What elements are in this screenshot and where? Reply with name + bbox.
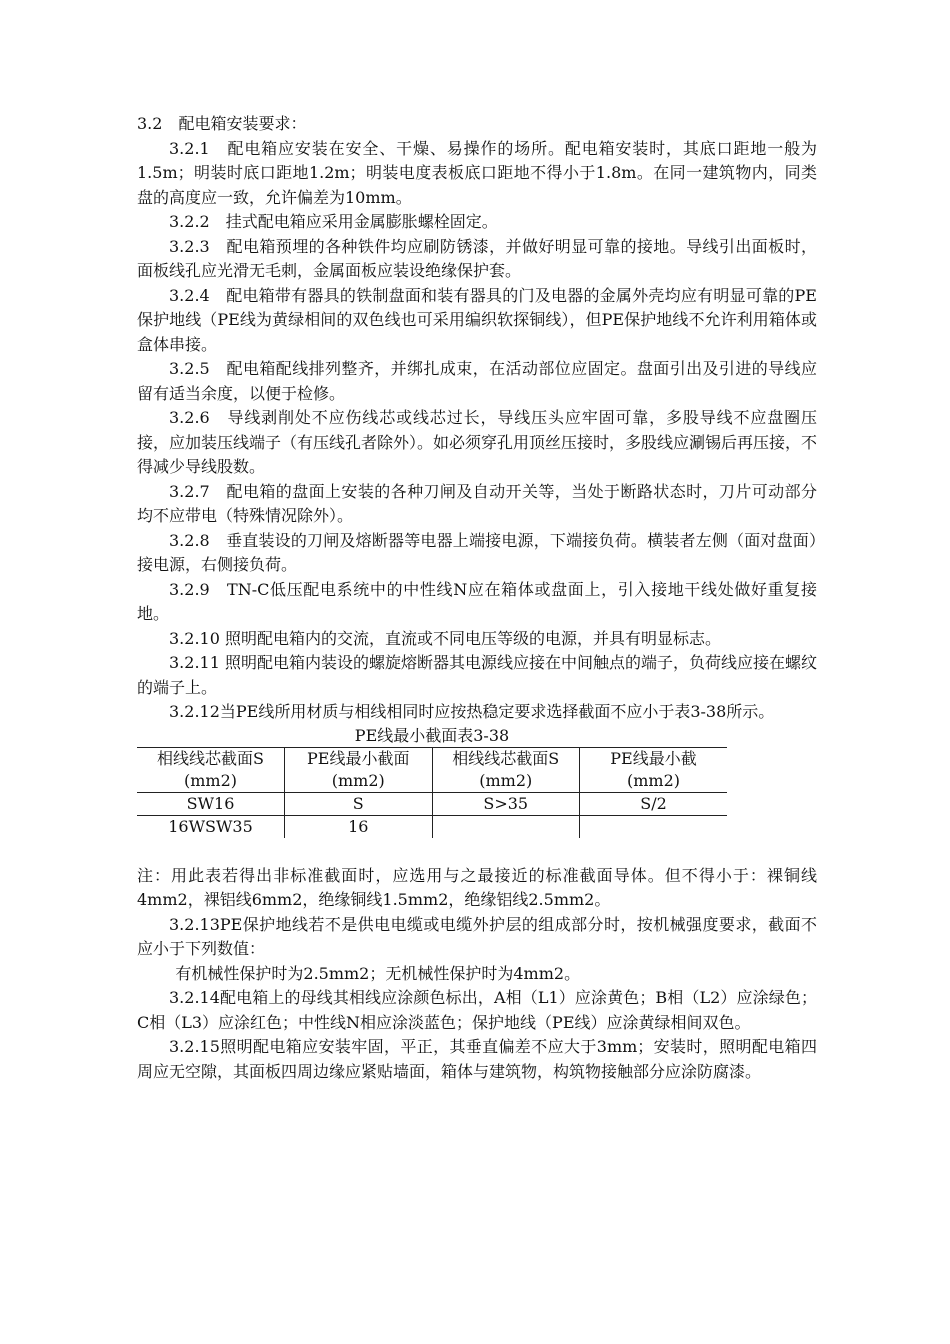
paragraph-3-2-8: 3.2.8 垂直装设的刀闸及熔断器等电器上端接电源，下端接负荷。横装者左侧（面对盘面）接电源，右侧接负荷。 [137,530,817,574]
table-cell: S [285,792,433,815]
table-header-cell: PE线最小截面 (mm2) [285,747,433,792]
paragraph-3-2-13-values: 有机械性保护时为2.5mm2；无机械性保护时为4mm2。 [175,963,581,983]
table-cell: 16WSW35 [168,816,253,836]
paragraph-3-2-12: 3.2.12当PE线所用材质与相线相同时应按热稳定要求选择截面不应小于表3-38所示。 [169,702,775,721]
paragraph-3-2-15: 3.2.15照明配电箱应安装牢固，平正，其垂直偏差不应大于3mm；安装时，照明配电箱四周应无空隙，其面板四周边缘应紧贴墙面，箱体与建筑物，构筑物接触部分应涂防腐漆。 [137,1037,817,1081]
paragraph-3-2-3: 3.2.3 配电箱预埋的各种铁件均应刷防锈漆，并做好明显可靠的接地。导线引出面板时，面板线孔应光滑无毛刺，金属面板应装设绝缘保护套。 [137,236,817,280]
table-row [137,815,727,838]
paragraph-3-2-13: 3.2.13PE保护地线若不是供电电缆或电缆外护层的组成部分时，按机械强度要求，截面不应小于下列数值： [137,914,817,958]
paragraph-3-2-11: 3.2.11 照明配电箱内装设的螺旋熔断器其电源线应接在中间触点的端子，负荷线应接在螺纹的端子上。 [137,653,817,697]
paragraph-3-2-10: 3.2.10 照明配电箱内的交流，直流或不同电压等级的电源，并具有明显标志。 [169,628,721,648]
table-cell: S/2 [580,792,728,815]
table-header-cell: 相线线芯截面S (mm2) [137,747,285,792]
paragraph-3-2-14: 3.2.14配电箱上的母线其相线应涂颜色标出，A相（L1）应涂黄色；B相（L2）应涂绿色；C相（L3）应涂红色；中性线N相应涂淡蓝色；保护地线（PE线）应涂黄绿相间双色。 [137,988,817,1032]
table-header-row [137,747,727,792]
paragraph-3-2-1: 3.2.1 配电箱应安装在安全、干燥、易操作的场所。配电箱安装时，其底口距地一般为1.5m；明装时底口距地1.2m；明装电度表板底口距地不得小于1.8m。在同一建筑物内，同类盘的高度应一致，允许偏差为10mm。 [137,138,817,207]
table-header-cell: PE线最小截 (mm2) [580,747,728,792]
spacer [137,838,817,864]
table-cell: SW16 [137,792,285,815]
paragraph-3-2-2: 3.2.2 挂式配电箱应采用金属膨胀螺栓固定。 [169,212,498,231]
table-header-cell: 相线线芯截面S (mm2) [432,747,580,792]
table-cell: 16 [285,815,433,838]
paragraph-3-2-6: 3.2.6 导线剥削处不应伤线芯或线芯过长，导线压头应牢固可靠，多股导线不应盘圈压接，应加装压线端子（有压线孔者除外）。如必须穿孔用顶丝压接时，多股线应涮锡后再压接，不得减少导线股数。 [137,408,818,476]
table-note: 注：用此表若得出非标准截面时，应选用与之最接近的标准截面导体。但不得小于：裸铜线4mm2，裸铝线6mm2，绝缘铜线1.5mm2，绝缘铝线2.5mm2。 [137,865,817,909]
section-heading: 3.2 配电箱安装要求： [137,114,307,133]
document-page [137,112,817,1084]
pe-min-section-table [137,747,727,838]
table-row [137,792,727,815]
table-cell: S>35 [432,792,580,815]
table-cell [432,815,580,838]
paragraph-3-2-4: 3.2.4 配电箱带有器具的铁制盘面和装有器具的门及电器的金属外壳均应有明显可靠的PE保护地线（PE线为黄绿相间的双色线也可采用编织软探铜线），但PE保护地线不允许利用箱体或盒体串接。 [137,285,817,354]
paragraph-3-2-9: 3.2.9 TN-C低压配电系统中的中性线N应在箱体或盘面上，引入接地干线处做好重复接地。 [137,579,817,623]
table-cell [580,815,728,838]
paragraph-3-2-7: 3.2.7 配电箱的盘面上安装的各种刀闸及自动开关等，当处于断路状态时，刀片可动部分均不应带电（特殊情况除外）。 [137,481,817,525]
table-caption: PE线最小截面表3-38 [354,725,510,745]
paragraph-3-2-5: 3.2.5 配电箱配线排列整齐，并绑扎成束，在活动部位应固定。盘面引出及引进的导线应留有适当余度，以便于检修。 [137,359,817,403]
